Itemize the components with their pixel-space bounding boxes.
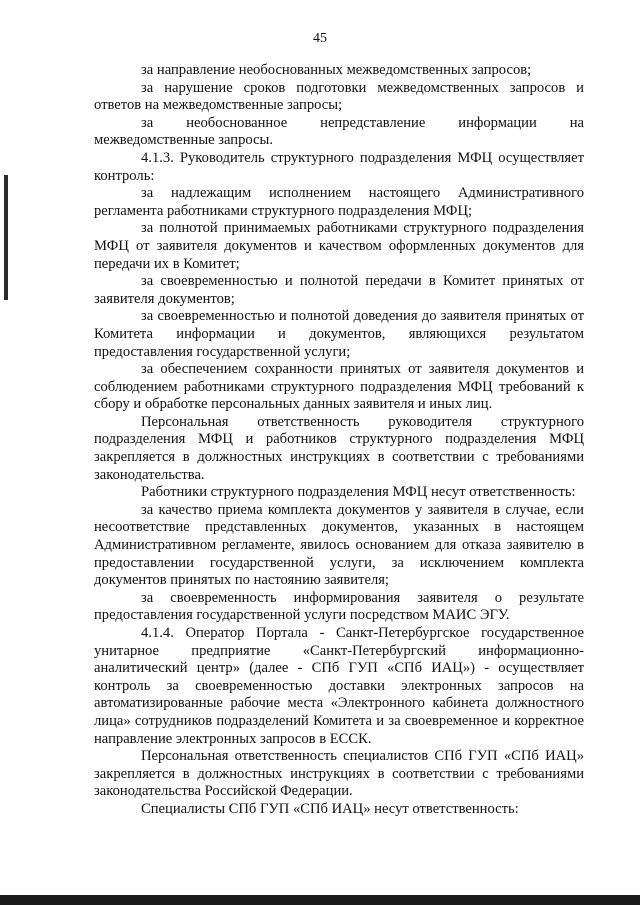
paragraph: Персональная ответственность специалистов СПб ГУП «СПб ИАЦ» закрепляется в должностных инструкциях в соответствии с требованиями законодательства Российской Федерации. [94, 748, 584, 800]
paragraph: за направление необоснованных межведомственных запросов; [141, 62, 532, 78]
paragraph: за своевременность информирования заявителя о результате предоставления государственной услуги посредством МАИС ЭГУ. [94, 589, 584, 624]
paragraph: 4.1.4. Оператор Портала - Санкт-Петербургское государственное унитарное предприятие «Санкт-Петербургский информационно-аналитический центр» (далее - СПб ГУП «СПб ИАЦ») - осуществляет контроль за своевременностью доставки электронных запросов на автоматизированные рабочие места «Электронного кабинета должностного лица» сотрудников подразделений Комитета и за своевременное и корректное направление электронных запросов в ЕССК. [94, 625, 584, 747]
scan-bottom-edge [0, 895, 640, 905]
paragraph: Персональная ответственность руководителя структурного подразделения МФЦ и работников структурного подразделения МФЦ закрепляется в должностных инструкциях в соответствии с требованиями законодательства. [94, 413, 584, 483]
paragraph: 4.1.3. Руководитель структурного подразделения МФЦ осуществляет контроль: [94, 149, 584, 184]
paragraph: Работники структурного подразделения МФЦ несут ответственность: [141, 484, 576, 501]
scan-margin-mark [4, 175, 8, 300]
paragraph: за нарушение сроков подготовки межведомственных запросов и ответов на межведомственные запросы; [94, 79, 584, 114]
paragraph: за необоснованное непредставление информации на межведомственные запросы. [94, 114, 584, 149]
paragraph: за качество приема комплекта документов у заявителя в случае, если несоответствие представленных документов, указанных в настоящем Административном регламенте, явилось основанием для отказа заявителю в предоставлении государственной услуги, за исключением комплекта документов принятых по настоянию заявителя; [94, 501, 584, 589]
paragraph: за полнотой принимаемых работниками структурного подразделения МФЦ от заявителя документов и качеством оформленных документов для передачи их в Комитет; [94, 220, 584, 272]
paragraph: Специалисты СПб ГУП «СПб ИАЦ» несут ответственность: [141, 800, 519, 817]
paragraph: за своевременностью и полнотой доведения до заявителя принятых от Комитета информации и документов, являющихся результатом предоставления государственной услуги; [94, 308, 584, 360]
paragraph: за обеспечением сохранности принятых от заявителя документов и соблюдением работниками структурного подразделения МФЦ требований к сбору и обработке персональных данных заявителя и иных лиц. [94, 361, 584, 413]
page-number: 45 [313, 31, 327, 46]
document-body [94, 62, 584, 819]
paragraph: за надлежащим исполнением настоящего Административного регламента работниками структурного подразделения МФЦ; [94, 185, 584, 219]
paragraph: за своевременностью и полнотой передачи в Комитет принятых от заявителя документов; [94, 273, 584, 307]
